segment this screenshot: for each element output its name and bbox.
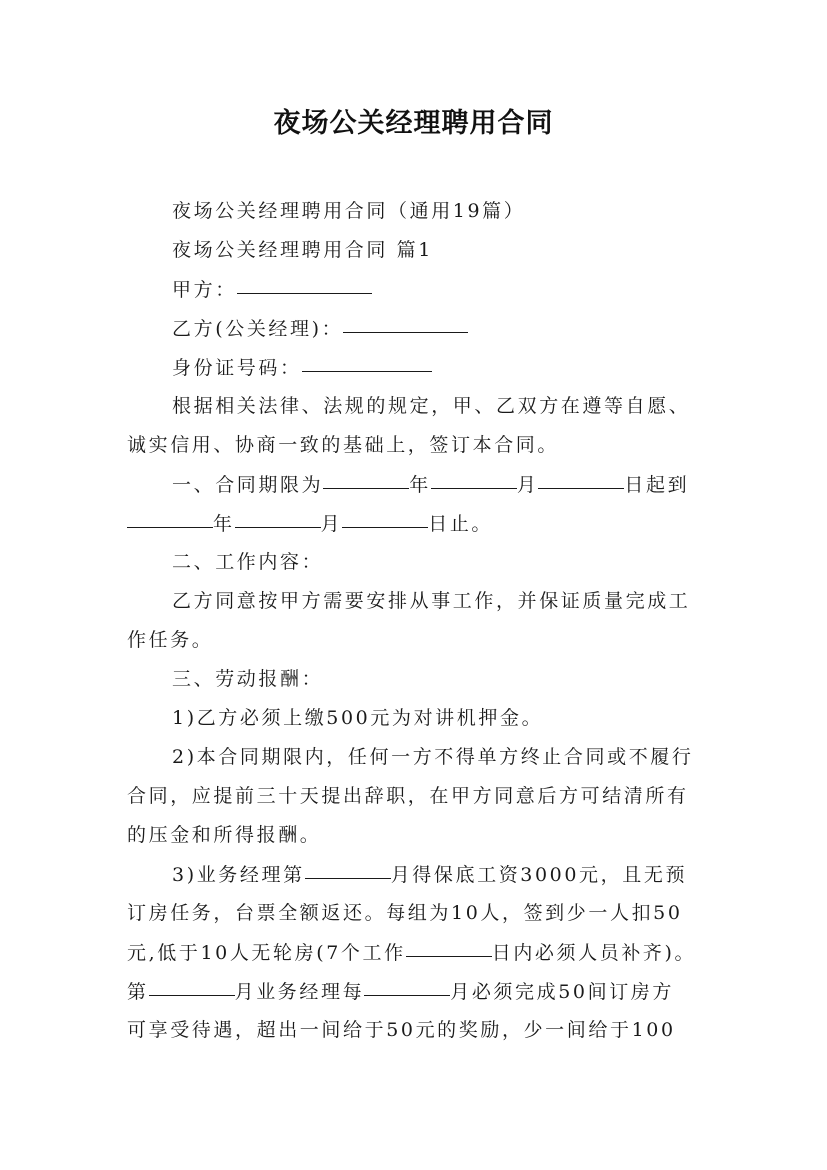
party-b-label: 乙方(公关经理)：: [172, 318, 344, 340]
pay-item-3-text-g: 月必须完成50间订房方: [450, 981, 674, 1003]
pay-item-2-line-1: 2)本合同期限内，任何一方不得单方终止合同或不履行: [172, 746, 694, 768]
term-year-blank: [323, 469, 409, 489]
pay-item-3-text-c: 元,低于10人无轮房(7个工作: [127, 942, 406, 964]
term-year-label: 年: [409, 474, 431, 496]
section-heading: 夜场公关经理聘用合同 篇1: [172, 239, 433, 261]
work-heading: 二、工作内容：: [172, 551, 324, 573]
pay-item-3-blank-2: [406, 937, 492, 957]
preamble-line-2: 诚实信用、协商一致的基础上，签订本合同。: [127, 434, 560, 456]
party-b-blank: [343, 313, 468, 333]
work-line-1: 乙方同意按甲方需要安排从事工作，并保证质量完成工: [172, 590, 691, 612]
pay-item-3-blank-4: [364, 976, 450, 996]
term-end-month-blank: [235, 508, 321, 528]
party-a-blank: [237, 274, 372, 294]
pay-item-3-text-f: 月业务经理每: [234, 981, 365, 1003]
term-month-label: 月: [516, 474, 539, 496]
term-month-blank: [431, 469, 517, 489]
pay-item-3-line-5: 可享受待遇，超出一间给于50元的奖励，少一间给于100: [127, 1019, 676, 1041]
document-subtitle: 夜场公关经理聘用合同（通用19篇）: [172, 200, 526, 222]
pay-item-2-line-3: 的压金和所得报酬。: [127, 824, 322, 846]
pay-item-3-line-1: [172, 861, 687, 888]
party-a-label: 甲方：: [172, 279, 237, 301]
preamble-line-1: 根据相关法律、法规的规定，甲、乙双方在遵等自愿、: [172, 395, 691, 417]
term-end-month-label: 月: [320, 513, 343, 535]
term-line-1: [172, 471, 689, 498]
party-b-line: [172, 315, 468, 342]
term-end-day-blank: [342, 508, 428, 528]
pay-heading: 三、劳动报酬：: [172, 668, 324, 690]
term-end-year-label: 年: [213, 513, 235, 535]
id-number-blank: [302, 352, 432, 372]
pay-item-3-blank-3: [149, 976, 235, 996]
pay-item-1: 1)乙方必须上缴500元为对讲机押金。: [172, 707, 544, 729]
pay-item-3-text-a: 3)业务经理第: [172, 864, 305, 886]
pay-item-3-line-2: 订房任务，台票全额返还。每组为10人，签到少一人扣50: [127, 902, 683, 924]
party-a-line: [172, 276, 372, 303]
id-number-line: [172, 354, 432, 381]
pay-item-3-line-4: [127, 978, 674, 1005]
pay-item-2-line-2: 合同，应提前三十天提出辞职，在甲方同意后方可结清所有: [127, 785, 689, 807]
pay-item-3-text-b: 月得保底工资3000元，且无预: [390, 864, 688, 886]
document-title: 夜场公关经理聘用合同: [273, 108, 554, 139]
pay-item-3-blank-1: [305, 859, 391, 879]
term-end-year-blank: [127, 508, 213, 528]
term-from-label: 日起到: [624, 474, 690, 496]
pay-item-3-text-e: 第: [127, 981, 149, 1003]
term-until-label: 日止。: [428, 513, 494, 535]
id-number-label: 身份证号码：: [172, 357, 302, 379]
pay-item-3-text-d: 日内必须人员补齐)。: [491, 942, 697, 964]
term-day-blank: [538, 469, 624, 489]
term-line-2: [127, 510, 493, 537]
pay-item-3-line-3: [127, 939, 696, 966]
term-text: 一、合同期限为: [172, 474, 324, 496]
work-line-2: 作任务。: [127, 629, 214, 651]
